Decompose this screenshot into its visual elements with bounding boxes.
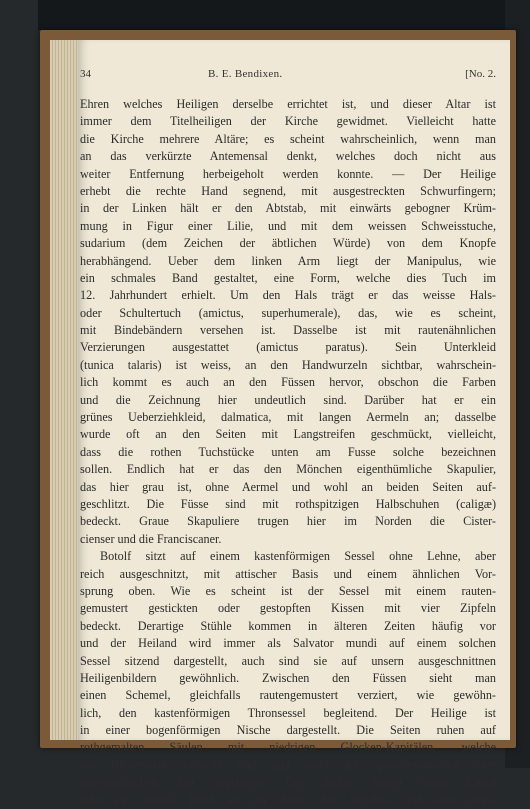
text-line: grünes Ueberziehkleid, dalmatica, mit langen Aermeln an; dasselbe bbox=[80, 410, 496, 425]
text-line: sudarium (dem Zeichen der äbtlichen Würde) von dem Knopfe bbox=[80, 236, 496, 251]
text-line: Heiligenbildern gewöhnlich. Zwischen den Füssen sieht man bbox=[80, 670, 496, 685]
text-line: oder ein breites Band an der Mitte des Schaftes und eine abge- bbox=[80, 792, 496, 807]
running-head bbox=[80, 68, 496, 82]
body-text bbox=[80, 96, 496, 809]
text-line: wurde oft an den Seiten mit Langstreifen geschmückt, vielleicht, bbox=[80, 427, 496, 442]
text-line: reich ausgeschnitzt, mit attischer Basis und einem ähnlichen Vor- bbox=[80, 566, 496, 581]
text-line: weiter Entfernung herbeigeholt werden konnte. — Der Heilige bbox=[80, 166, 496, 181]
text-line: lich, den kastenförmigen Thronsessel begleitend. Der Heilige ist bbox=[80, 705, 496, 720]
text-line: sprung oben. Wie es scheint ist der Sessel mit einem rauten- bbox=[80, 583, 496, 598]
text-line: (tunica talaris) ist weiss, an den Handwurzeln sichtbar, wahrschein- bbox=[80, 357, 496, 372]
text-line: Sessel sitzend dargestellt, auch sind sie auf unsern ausgeschnittnen bbox=[80, 653, 496, 668]
text-line: herabhängend. Ueber dem linken Arm liegt der Manipulus, wie bbox=[80, 253, 496, 268]
text-line: einen Schemel, gleichfalls rautengemustert verziert, wie gewöhn- bbox=[80, 688, 496, 703]
text-line: Verzierungen ausgestattet (amictus paratus). Sein Unterkleid bbox=[80, 340, 496, 355]
text-line: bedeckt. Graue Skapuliere trugen hier im Norden die Cister- bbox=[80, 514, 496, 529]
text-line: erhebt die rechte Hand segnend, mit ausgestreckten Schwurfingern; bbox=[80, 183, 496, 198]
text-line: das hier grau ist, ohne Aermel und wohl an beiden Seiten auf- bbox=[80, 479, 496, 494]
text-line: früh-gothischen Zeit angehören. Die Säulen haben einen Knauf bbox=[80, 775, 496, 790]
top-dark-band bbox=[38, 0, 518, 30]
text-line: sollen. Endlich hat er das den Mönchen eigenthümliche Skapulier, bbox=[80, 462, 496, 477]
text-line: lich kommt es auch an den Füssen hervor, obschon die Farben bbox=[80, 375, 496, 390]
text-line: cienser und die Franciscaner. bbox=[80, 531, 222, 546]
text-line: bedeckt. Derartige Stühle kommen in älteren Zeiten häufig vor bbox=[80, 618, 496, 633]
text-line: ein schmales Band gestaltet, eine Form, welche dies Tuch im bbox=[80, 270, 496, 285]
text-line: 12. Jahrhundert erhielt. Um den Hals trägt er das weisse Hals- bbox=[80, 288, 496, 303]
page-number: 34 bbox=[80, 68, 91, 80]
text-line: dass die rothen Tuchstücke unten am Fusse solche bezeichnen bbox=[80, 444, 496, 459]
text-line: mit Blätterwerk bedeckt sind und wohl der spät-romanischen oder bbox=[80, 757, 496, 772]
text-line: in einer bogenförmigen Nische dargestellt. Die Seiten ruhen auf bbox=[80, 723, 496, 738]
text-line: die Kirche mehrere Altäre; es scheint wahrscheinlich, wenn man bbox=[80, 131, 496, 146]
text-line: in der Linken hält er den Abtstab, mit einwärts gebogner Krüm- bbox=[80, 201, 496, 216]
text-line: immer dem Titelheiligen der Kirche gewidmet. Vielleicht hatte bbox=[80, 114, 496, 129]
running-head-author: B. E. Bendixen. bbox=[208, 68, 283, 80]
issue-number: [No. 2. bbox=[465, 68, 496, 80]
text-line: an das verkürzte Antemensal denkt, welches doch nicht aus bbox=[80, 149, 496, 164]
text-line: mung in Figur einer Lilie, und mit dem weissen Schweisstuche, bbox=[80, 218, 496, 233]
text-line: geschlitzt. Die Füsse sind mit rothspitzigen Halbschuhen (caligæ) bbox=[80, 496, 496, 511]
text-line: und die Zeichnung hier undeutlich sind. Darüber hat er ein bbox=[80, 392, 496, 407]
text-line: und der Heiland wird immer als Salvator mundi auf einem solchen bbox=[80, 636, 496, 651]
text-line: Ehren welches Heiligen derselbe errichtet ist, und dieser Altar ist bbox=[80, 97, 496, 111]
text-line: Botolf sitzt auf einem kastenförmigen Sessel ohne Lehne, aber bbox=[100, 549, 496, 564]
text-line: gemustert gestickten oder gestopften Kissen mit vier Zipfeln bbox=[80, 601, 496, 616]
text-line: mit Bindebändern versehen ist. Dasselbe ist mit rautenähnlichen bbox=[80, 323, 496, 338]
text-line: rothgemalten Säulen mit niedrigen Glocken-Kapitälen, welche bbox=[80, 740, 496, 755]
text-line: oder Schultertuch (amictus, superhumerale), das, wie es scheint, bbox=[80, 305, 496, 320]
page-edges bbox=[50, 40, 80, 740]
